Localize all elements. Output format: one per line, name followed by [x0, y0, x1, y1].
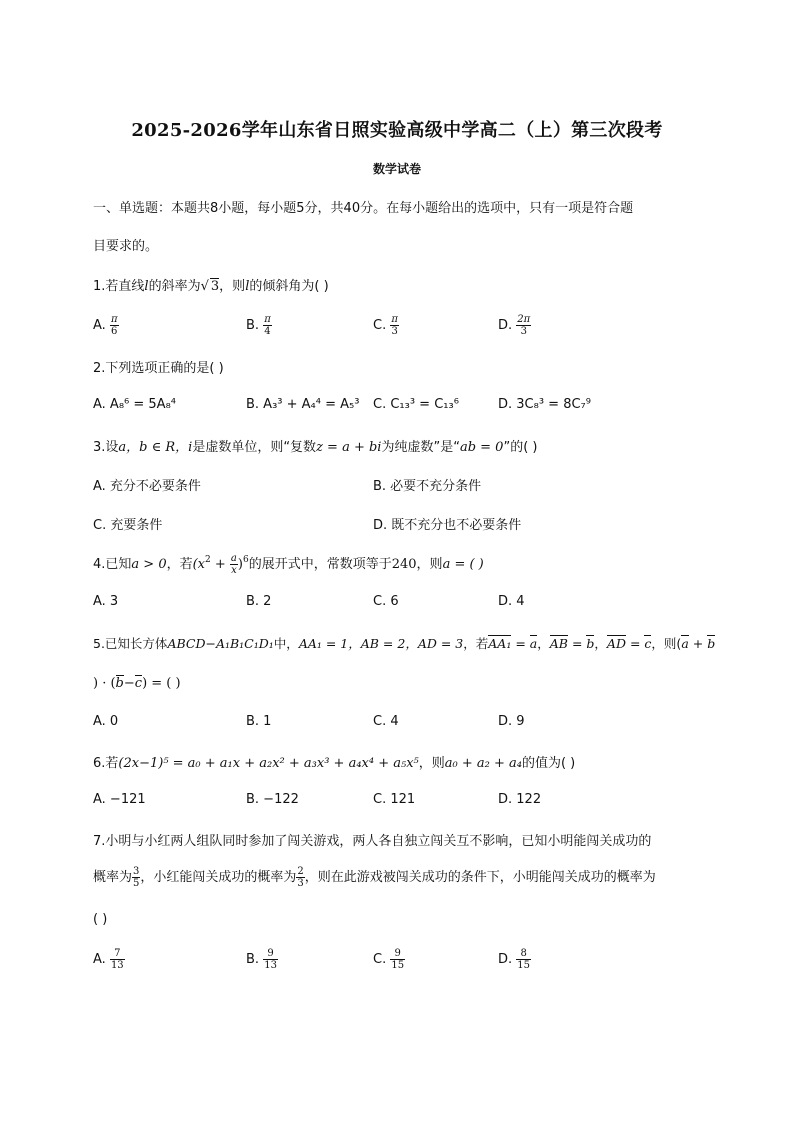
q3-text: ”的( ): [503, 440, 538, 455]
denominator: 13: [110, 960, 124, 971]
q4-option-c: C. 6: [373, 594, 399, 609]
q7-option-a: [93, 948, 125, 971]
q2-option-c: C. C₁₃³ = C₁₃⁶: [373, 397, 459, 412]
section-instructions-line1: 一、单选题：本题共8小题，每小题5分，共40分。在每小题给出的选项中，只有一项是符合题: [93, 201, 634, 216]
q1-mid2: ，则: [219, 279, 246, 294]
q4-text: ，则: [416, 557, 443, 572]
denominator: 3: [520, 326, 527, 337]
exam-subtitle: 数学试卷: [372, 162, 421, 176]
vector-c: c: [644, 636, 652, 651]
numerator: π: [264, 314, 271, 325]
q3-math: z = a + bi: [316, 440, 382, 455]
question-5-line2: [93, 676, 181, 691]
vector-b: b: [707, 636, 716, 651]
q6-text: 6.若: [93, 756, 119, 771]
q7-text: ，则在此游戏被闯关成功的条件下，小明能闯关成功的概率为: [304, 870, 656, 885]
q3-option-d: D. 既不充分也不必要条件: [373, 518, 522, 533]
equals: =: [625, 636, 645, 651]
denominator: 13: [264, 960, 277, 971]
q1-sqrt-arg: 3: [210, 279, 220, 294]
numerator: 2: [297, 866, 304, 877]
vector-c: c: [134, 676, 143, 691]
q5-text: ) = ( ): [142, 676, 181, 691]
fraction: [390, 314, 399, 337]
q5-text: ，则(: [651, 636, 682, 651]
q1-sqrt-symbol: √: [200, 279, 209, 294]
q5-text: ) · (: [93, 676, 116, 691]
q6-text: ，则: [418, 756, 445, 771]
vector-a: a: [681, 636, 689, 651]
separator: ，: [537, 636, 550, 651]
vector-b: b: [115, 676, 124, 691]
q7-text: ，小红能闯关成功的概率为: [140, 870, 297, 885]
denominator: x: [231, 565, 237, 576]
q2-option-d: D. 3C₈³ = 8C₇⁹: [498, 397, 591, 412]
q3-math: ab = 0: [459, 440, 504, 455]
fraction: [516, 314, 531, 337]
option-label: B.: [246, 952, 260, 967]
fraction: [263, 314, 272, 337]
numerator: a: [230, 553, 237, 564]
q4-exponent: 6: [242, 555, 249, 565]
separator: ，: [594, 636, 607, 651]
question-7-line1: 7.小明与小红两人组队同时参加了闯关游戏，两人各自独立闯关互不影响，已知小明能闯关成功的: [93, 834, 652, 849]
numerator: 8: [516, 948, 531, 960]
numerator: 3: [133, 866, 140, 877]
denominator: 5: [133, 878, 140, 889]
option-label: C.: [373, 952, 387, 967]
q6-option-c: C. 121: [373, 792, 416, 807]
q5-math: AA₁ = 1，AB = 2，AD = 3: [298, 636, 464, 651]
q4-plus: +: [210, 557, 230, 572]
q1-option-a: [93, 314, 119, 337]
question-5-line1: [93, 634, 715, 652]
q4-option-d: D. 4: [498, 594, 525, 609]
q4-option-a: A. 3: [93, 594, 119, 609]
q1-var2: l: [245, 279, 250, 294]
option-label: B.: [246, 318, 260, 333]
q4-text: 的展开式中，常数项等于: [248, 557, 392, 572]
q4-exponent: 2: [205, 555, 211, 565]
vector-a: a: [529, 636, 538, 651]
q3-option-a: A. 充分不必要条件: [93, 479, 201, 494]
q7-option-c: [373, 948, 405, 971]
numerator: 2π: [517, 314, 531, 325]
denominator: 3: [297, 878, 304, 889]
q6-option-b: B. −122: [246, 792, 299, 807]
q2-option-a: A. A₈⁶ = 5A₈⁴: [93, 397, 176, 412]
question-7-line2: [93, 866, 656, 889]
question-3: [93, 436, 537, 455]
q1-pre: 1.若直线: [93, 279, 145, 294]
q1-var: l: [144, 279, 149, 294]
fraction: [263, 948, 278, 971]
q1-option-d: [498, 314, 531, 337]
q4-value: 240: [391, 557, 417, 572]
vector-ab: AB: [549, 636, 568, 651]
q2-option-b: B. A₃³ + A₄⁴ = A₅³: [246, 397, 360, 412]
q5-text: ，若: [463, 636, 489, 651]
denominator: 4: [264, 326, 271, 337]
option-label: C.: [373, 318, 387, 333]
q6-math: a₀ + a₂ + a₄: [444, 756, 522, 771]
q4-math: a > 0: [131, 557, 167, 572]
q4-text: ，若: [166, 557, 193, 572]
q3-option-b: B. 必要不充分条件: [373, 479, 482, 494]
numerator: 9: [263, 948, 278, 960]
q5-option-d: D. 9: [498, 714, 525, 729]
minus: −: [123, 676, 135, 691]
section-instructions-line2: 目要求的。: [93, 239, 159, 254]
q5-text: 中，: [273, 636, 299, 651]
question-6: [93, 752, 575, 771]
q3-text: 是虚数单位，则“复数: [192, 440, 317, 455]
q6-option-d: D. 122: [498, 792, 542, 807]
q7-option-b: [246, 948, 278, 971]
numerator: 9: [390, 948, 405, 960]
q7-fraction-p2: [296, 866, 304, 889]
q5-text: 5.已知长方体: [93, 636, 168, 651]
numerator: π: [110, 314, 118, 325]
fraction: [110, 948, 125, 971]
equals: =: [567, 636, 587, 651]
q1-option-c: [373, 314, 399, 337]
q4-math: a = ( ): [442, 557, 484, 572]
denominator: 6: [111, 326, 118, 337]
fraction: [110, 314, 119, 337]
numerator: 7: [110, 948, 125, 960]
vector-ad: AD: [606, 636, 626, 651]
q3-text: 为纯虚数”是“: [381, 440, 460, 455]
denominator: 3: [391, 326, 398, 337]
q3-math: a，b ∈ R，i: [118, 440, 193, 455]
q6-text: 的值为( ): [521, 756, 576, 771]
fraction: [516, 948, 531, 971]
q7-option-d: [498, 948, 531, 971]
q5-option-c: C. 4: [373, 714, 399, 729]
q4-text: 4.已知: [93, 557, 132, 572]
q7-text: 概率为: [93, 870, 133, 885]
question-7-line3: ( ): [93, 912, 108, 927]
question-2: 2.下列选项正确的是( ): [93, 361, 224, 376]
q4-fraction: [230, 553, 238, 576]
option-label: D.: [498, 952, 513, 967]
q3-option-c: C. 充要条件: [93, 518, 163, 533]
q5-math: ABCD−A₁B₁C₁D₁: [167, 636, 274, 651]
q4-paren: ): [237, 557, 243, 572]
q5-option-b: B. 1: [246, 714, 272, 729]
equals: =: [511, 636, 530, 651]
option-label: D.: [498, 318, 513, 333]
q3-text: 3.设: [93, 440, 119, 455]
question-4: [93, 553, 484, 576]
question-1: [93, 275, 329, 294]
q5-option-a: A. 0: [93, 714, 119, 729]
q6-math: (2x−1)⁵ = a₀ + a₁x + a₂x² + a₃x³ + a₄x⁴ + a₅x⁵: [118, 756, 419, 771]
vector-aa1: AA₁: [488, 636, 512, 651]
option-label: A.: [93, 952, 106, 967]
option-label: A.: [93, 318, 106, 333]
denominator: 15: [517, 960, 531, 971]
fraction: [390, 948, 405, 971]
q1-post: 的倾斜角为( ): [249, 279, 329, 294]
plus: +: [688, 636, 708, 651]
vector-b: b: [586, 636, 595, 651]
q1-option-b: [246, 314, 272, 337]
numerator: π: [391, 314, 398, 325]
denominator: 15: [391, 960, 405, 971]
q1-mid: 的斜率为: [148, 279, 201, 294]
q4-math: (x: [192, 557, 206, 572]
q4-option-b: B. 2: [246, 594, 272, 609]
exam-title: 2025-2026学年山东省日照实验高级中学高二（上）第三次段考: [131, 120, 663, 141]
q6-option-a: A. −121: [93, 792, 146, 807]
